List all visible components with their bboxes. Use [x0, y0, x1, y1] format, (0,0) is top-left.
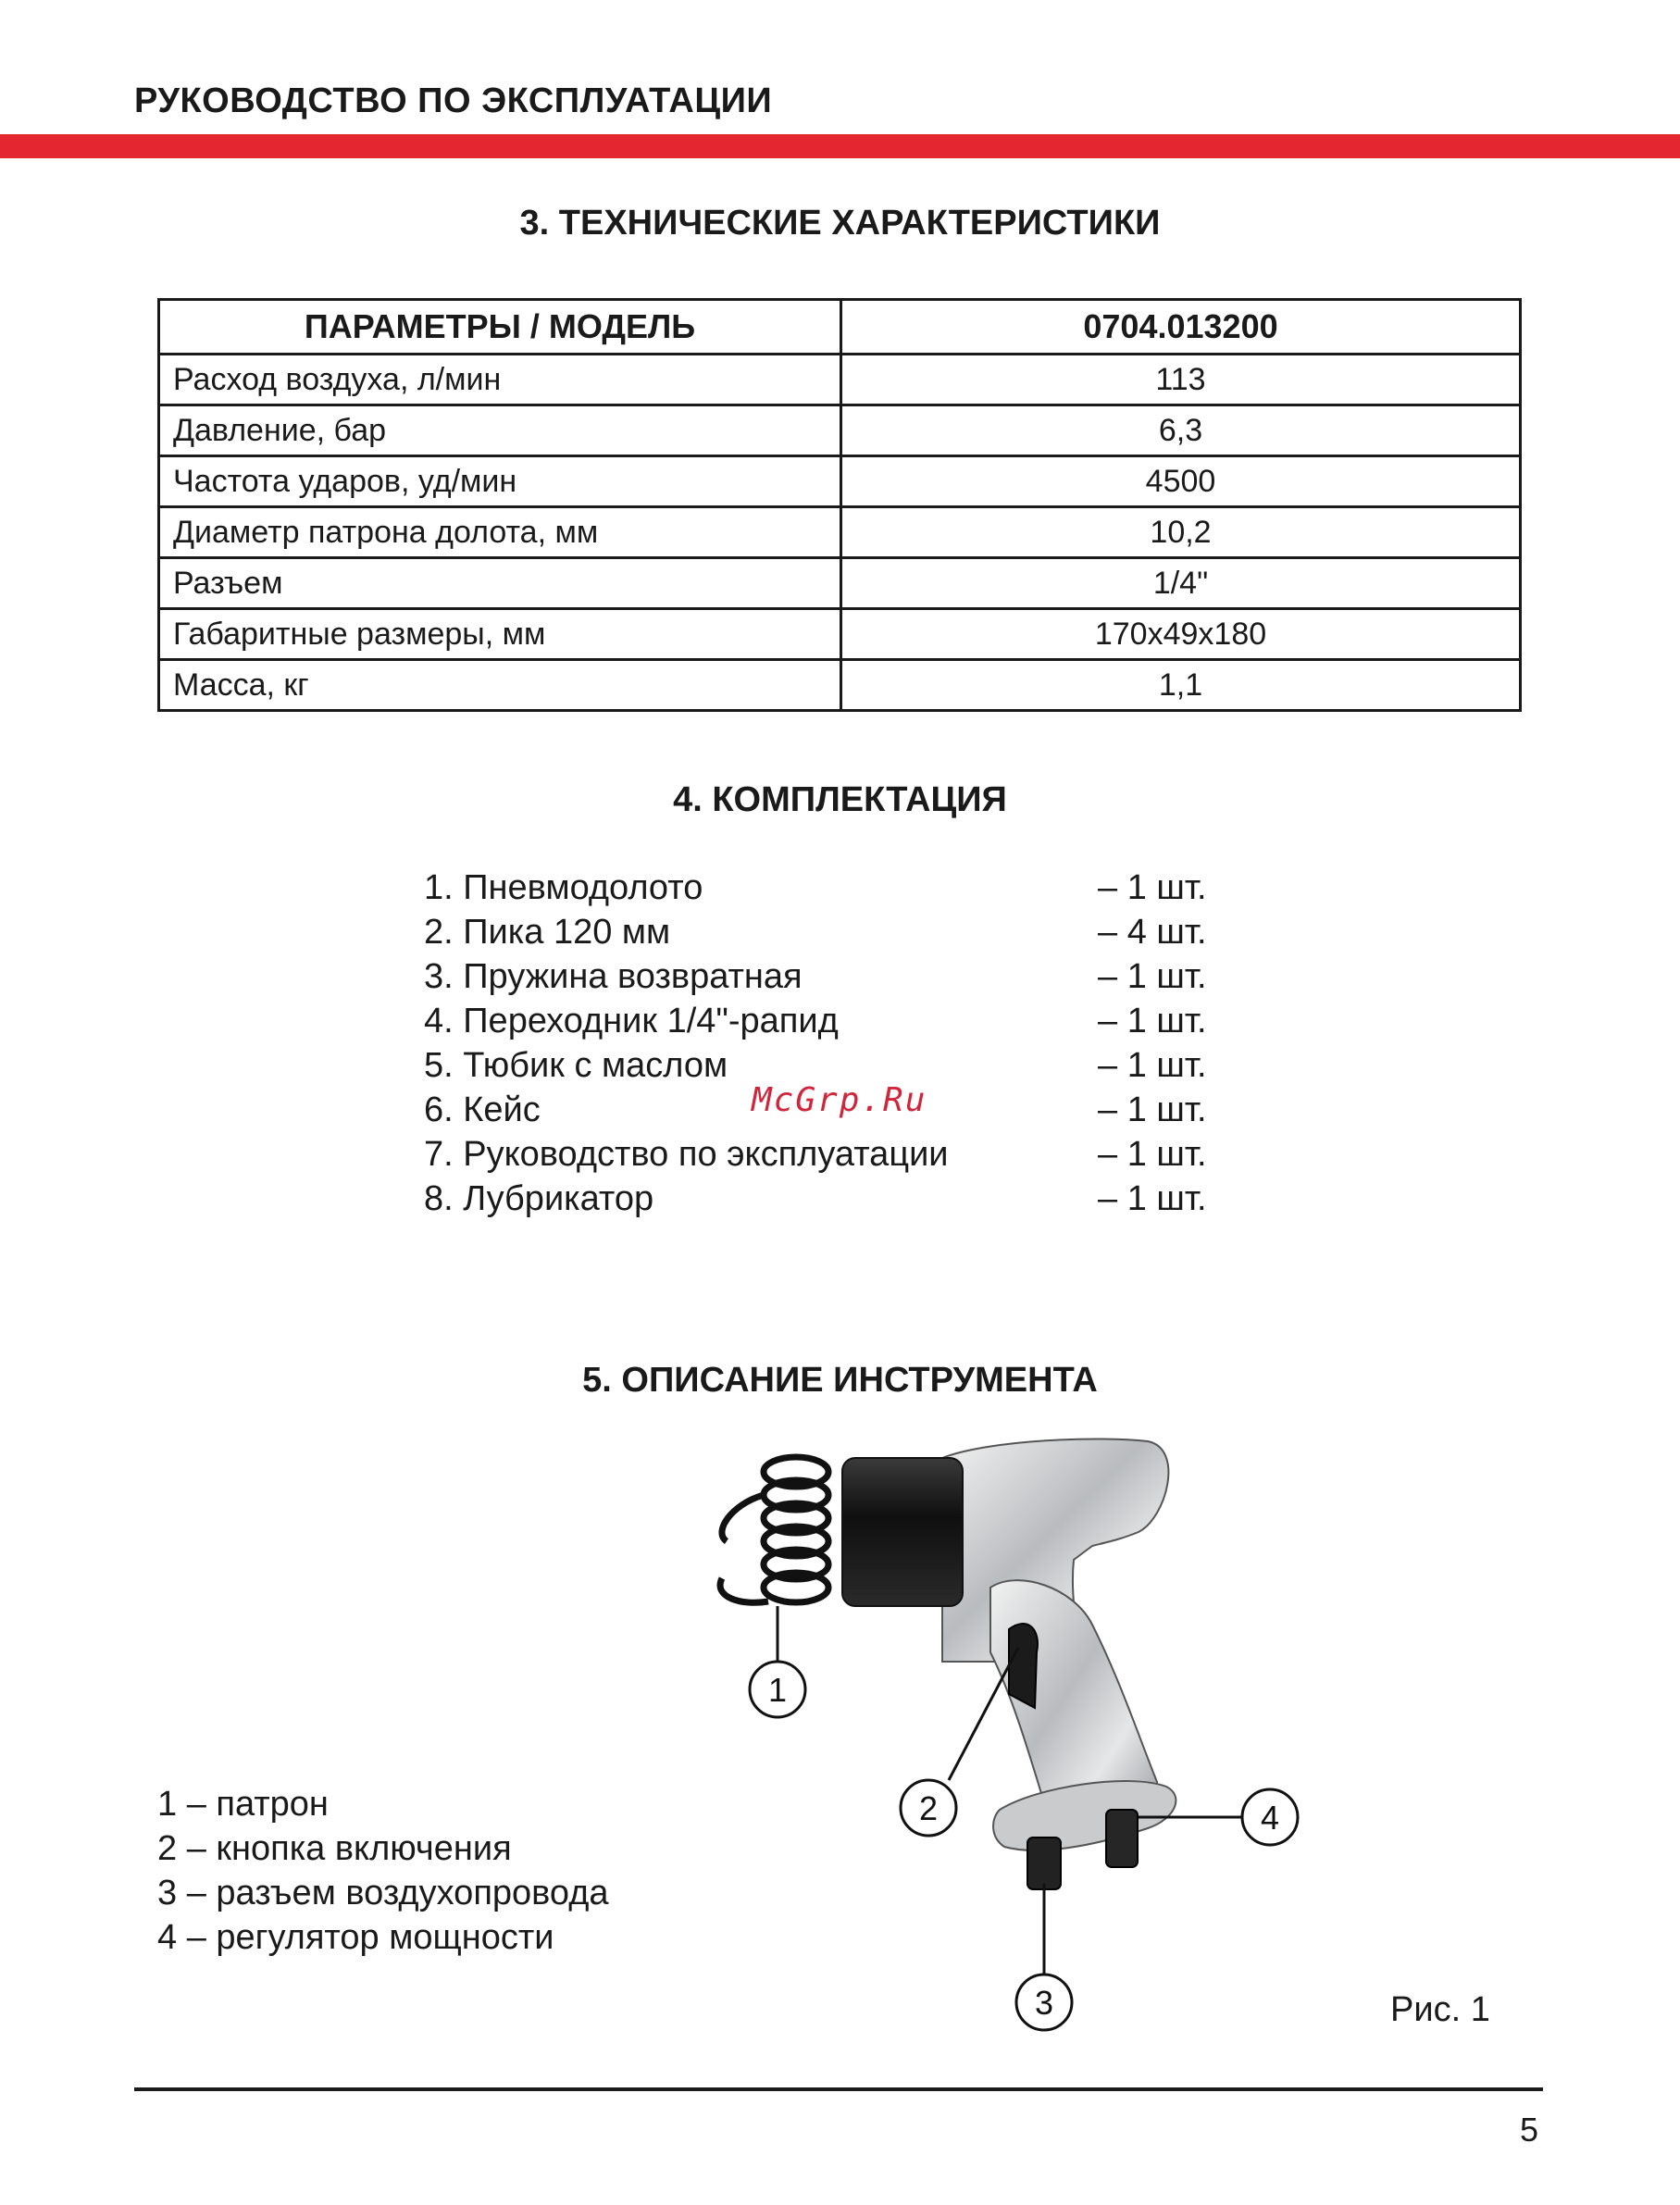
specs-table [157, 298, 1522, 712]
kit-item-name: 1. Пневмодолото [424, 868, 703, 907]
footer-divider [134, 2087, 1543, 2091]
kit-item-qty: – 1 шт. [1098, 868, 1207, 907]
specs-header-param: ПАРАМЕТРЫ / МОДЕЛЬ [159, 300, 841, 355]
spec-param: Расход воздуха, л/мин [159, 355, 841, 405]
spec-param: Разъем [159, 558, 841, 609]
section-title-kit: 4. КОМПЛЕКТАЦИЯ [673, 780, 1007, 819]
section-title-specs: 3. ТЕХНИЧЕСКИЕ ХАРАКТЕРИСТИКИ [519, 204, 1161, 243]
kit-item-name: 8. Лубрикатор [424, 1179, 654, 1218]
table-row [159, 355, 1521, 405]
spec-param: Частота ударов, уд/мин [159, 456, 841, 507]
header-red-bar [0, 134, 1680, 158]
air-hammer-diagram [685, 1430, 1500, 2032]
kit-item-qty: – 1 шт. [1098, 1179, 1207, 1218]
callout-number: 2 [918, 1789, 939, 1827]
table-row [159, 507, 1521, 558]
document-header-title: РУКОВОДСТВО ПО ЭКСПЛУАТАЦИИ [134, 81, 773, 120]
page-number: 5 [1520, 2111, 1539, 2149]
kit-item-qty: – 1 шт. [1098, 1046, 1207, 1085]
figure-caption: Рис. 1 [1390, 1990, 1490, 2029]
kit-item-qty: – 1 шт. [1098, 1002, 1207, 1040]
list-item [424, 999, 1220, 1043]
callout-1 [750, 1662, 805, 1717]
specs-header-model: 0704.013200 [841, 300, 1521, 355]
spec-value: 113 [841, 355, 1521, 405]
kit-list [424, 866, 1220, 1221]
diagram-legend [157, 1782, 609, 1960]
callout-number: 1 [767, 1671, 788, 1709]
kit-item-qty: – 1 шт. [1098, 957, 1207, 996]
kit-item-qty: – 1 шт. [1098, 1135, 1207, 1174]
spec-param: Давление, бар [159, 405, 841, 456]
spec-param: Масса, кг [159, 660, 841, 711]
table-row [159, 558, 1521, 609]
section-title-tool-description: 5. ОПИСАНИЕ ИНСТРУМЕНТА [582, 1361, 1098, 1400]
spec-param: Диаметр патрона долота, мм [159, 507, 841, 558]
callout-number: 4 [1260, 1799, 1280, 1837]
kit-item-name: 5. Тюбик с маслом [424, 1046, 728, 1085]
spec-value: 6,3 [841, 405, 1521, 456]
legend-item: 3 – разъем воздухопровода [157, 1874, 609, 1912]
legend-item: 2 – кнопка включения [157, 1829, 512, 1868]
spec-value: 170x49x180 [841, 609, 1521, 660]
kit-item-name: 4. Переходник 1/4"-рапид [424, 1002, 839, 1040]
kit-item-name: 2. Пика 120 мм [424, 913, 671, 952]
specs-table-header-row [159, 300, 1521, 355]
spec-value: 1/4" [841, 558, 1521, 609]
spec-value: 1,1 [841, 660, 1521, 711]
kit-item-qty: – 1 шт. [1098, 1090, 1207, 1129]
watermark: McGrp.Ru [752, 1081, 927, 1119]
legend-item: 4 – регулятор мощности [157, 1918, 554, 1957]
spec-value: 10,2 [841, 507, 1521, 558]
callout-number: 3 [1034, 1984, 1054, 2022]
callout-3 [1016, 1975, 1072, 2030]
list-item [424, 910, 1220, 954]
table-row [159, 660, 1521, 711]
list-item [424, 866, 1220, 910]
callout-4 [1242, 1789, 1298, 1845]
kit-item-name: 7. Руководство по эксплуатации [424, 1135, 949, 1174]
callout-2 [901, 1780, 956, 1836]
list-item [424, 954, 1220, 999]
list-item [424, 1177, 1220, 1221]
kit-item-qty: – 4 шт. [1098, 913, 1207, 952]
kit-item-name: 3. Пружина возвратная [424, 957, 803, 996]
legend-item: 1 – патрон [157, 1785, 329, 1824]
list-item [424, 1132, 1220, 1177]
spring-coil [720, 1457, 828, 1602]
table-row [159, 405, 1521, 456]
table-row [159, 609, 1521, 660]
spec-value: 4500 [841, 456, 1521, 507]
table-row [159, 456, 1521, 507]
spec-param: Габаритные размеры, мм [159, 609, 841, 660]
kit-item-name: 6. Кейс [424, 1090, 541, 1129]
